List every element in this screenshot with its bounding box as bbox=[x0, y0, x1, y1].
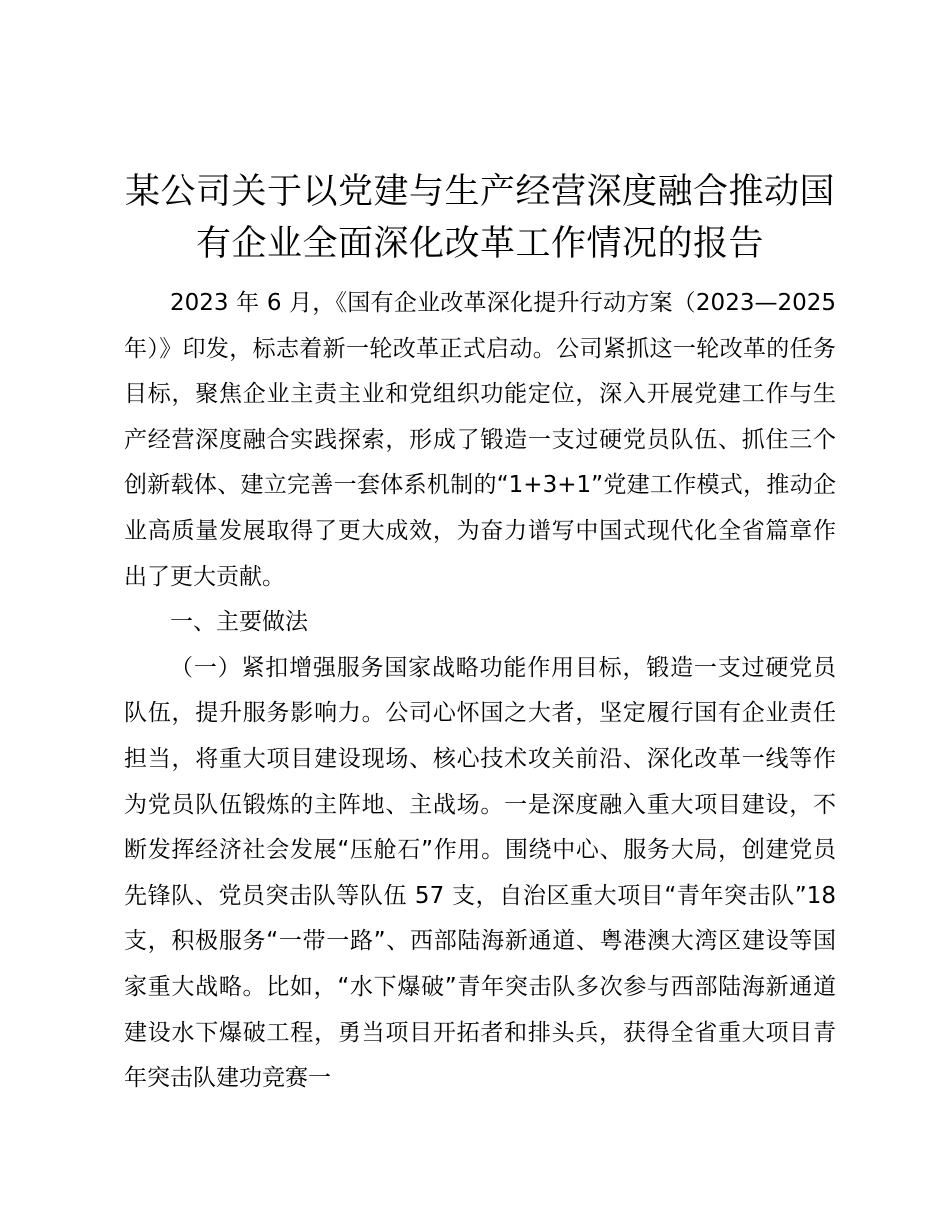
body-paragraph: （一）紧扣增强服务国家战略功能作用目标，锻造一支过硬党员队伍，提升服务影响力。公司心怀国之大者，坚定履行国有企业责任担当，将重大项目建设现场、核心技术攻关前沿、深化改革一线等作为党员队伍锻炼的主阵地、主战场。一是深度融入重大项目建设，不断发挥经济社会发展“压舱石”作用。围绕中心、服务大局，创建党员先锋队、党员突击队等队伍 57 支，自治区重大项目“青年突击队”18 支，积极服务“一带一路”、西部陆海新通道、粤港澳大湾区建设等国家重大战略。比如，“水下爆破”青年突击队多次参与西部陆海新通道建设水下爆破工程，勇当项目开拓者和排头兵，获得全省重大项目青年突击队建功竞赛一 bbox=[124, 654, 836, 1092]
section-heading: 一、主要做法 bbox=[170, 609, 308, 636]
document-body bbox=[124, 281, 836, 1102]
intro-paragraph: 2023 年 6 月，《国有企业改革深化提升行动方案（2023—2025 年）》印发，标志着新一轮改革正式启动。公司紧抓这一轮改革的任务目标，聚焦企业主责主业和党组织功能定位，深入开展党建工作与生产经营深度融合实践探索，形成了锻造一支过硬党员队伍、抓住三个创新载体、建立完善一套体系机制的“1+3+1”党建工作模式，推动企业高质量发展取得了更大成效，为奋力谱写中国式现代化全省篇章作出了更大贡献。 bbox=[124, 290, 836, 590]
document-title: 某公司关于以党建与生产经营深度融合推动国有企业全面深化改革工作情况的报告 bbox=[124, 172, 835, 264]
